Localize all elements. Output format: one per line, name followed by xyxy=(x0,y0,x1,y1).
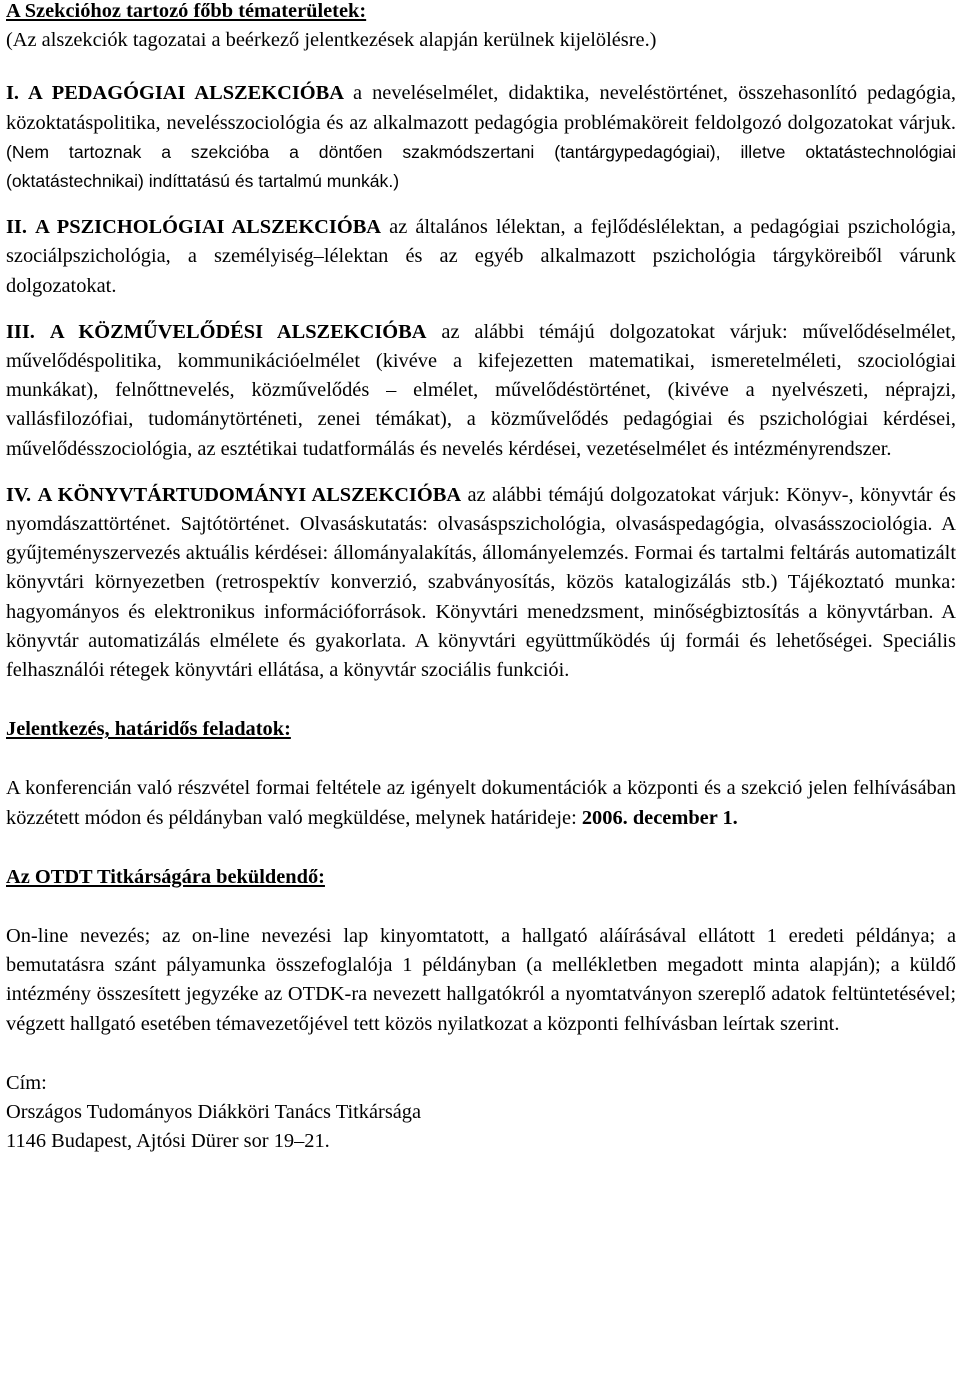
section-name: A KÖNYVTÁRTUDOMÁNYI ALSZEKCIÓBA xyxy=(37,483,462,506)
section-number: IV. xyxy=(6,483,32,506)
section-text: az általános lélektan, a fejlődéslélektan, a pedagógiai pszichológia, szociálpszichológia, a személyiség–lélektan és az egyéb alkalmazott pszichológia tárgyköreiből várunk dolgozatokat. xyxy=(6,216,956,297)
section-text: a neveléselmélet, didaktika, neveléstörténet, összehasonlító pedagógia, közoktatáspolitika, nevelésszociológia és az alkalmazott pedagógia problémaköreit feldolgozó dolgozatokat várjuk. xyxy=(6,82,957,134)
section-text: az alábbi témájú dolgozatokat várjuk: művelődéselmélet, művelődéspolitika, kommunikációelmélet (kivéve a kifejezetten matematikai, ismeretelméleti, szociológiai munkákat), felnőttnevelés, közművelődés – elmélet, művelődéstörténet, (kivéve a nyelvészeti, néprajzi, vallásfilozófiai, tudománytörténeti, zenei témákat), a közművelődés pedagógiai és pszichológiai kérdései, művelődésszociológia, az esztétikai tudatformálás és nevelés kérdései, vezetéselmélet és intézményrendszer. xyxy=(6,320,956,460)
address-street: 1146 Budapest, Ajtósi Dürer sor 19–21. xyxy=(6,1130,330,1153)
section-culture xyxy=(6,318,956,464)
application-deadline: 2006. december 1. xyxy=(581,806,738,829)
address-org: Országos Tudományos Diákköri Tanács Titkársága xyxy=(6,1101,422,1124)
topics-note: (Az alszekciók tagozatai a beérkező jelentkezések alapján kerülnek kijelölésre.) xyxy=(6,29,657,52)
application-text xyxy=(6,774,956,832)
topics-header xyxy=(6,0,956,55)
address-block xyxy=(6,1069,956,1157)
document-page xyxy=(6,0,956,1157)
section-library xyxy=(6,481,956,685)
section-number: II. xyxy=(6,216,27,239)
section-number: I. xyxy=(6,82,20,105)
section-name: A PSZICHOLÓGIAI ALSZEKCIÓBA xyxy=(35,216,382,239)
submission-text: On-line nevezés; az on-line nevezési lap kinyomtatott, a hallgató aláírásával ellátott 1 eredeti példánya; a bemutatásra szánt pályamunka összefoglalója 1 példányban (a mellékletben megadott minta alapján); a küldő intézmény összesített jegyzéke az OTDK-ra nevezett hallgatókról a nyomtatványon szereplő adatok feltüntetésével; végzett hallgató esetében témavezetőjével tett közös nyilatkozat a központi felhívásban leírtak szerint. xyxy=(6,925,956,1035)
section-name: A PEDAGÓGIAI ALSZEKCIÓBA xyxy=(28,82,344,105)
application-heading: Jelentkezés, határidős feladatok: xyxy=(6,718,291,741)
topics-title: A Szekcióhoz tartozó főbb tématerületek: xyxy=(6,0,367,22)
address-label: Cím: xyxy=(6,1071,47,1094)
section-psychology xyxy=(6,213,956,301)
section-text: az alábbi témájú dolgozatokat várjuk: Könyv-, könyvtár és nyomdászattörténet. Sajtótörténet. Olvasáskutatás: olvasáspszichológia, olvasáspedagógia, olvasásszociológia. A gyűjteményszervezés aktuális kérdései: állományalakítás, állományelemzés. Formai és tartalmi feltárás automatizált könyvtári környezetben (retrospektív konverzió, szabványosítás, közös katalogizálás stb.) Tájékoztató munka: hagyományos és elektronikus információforrások. Könyvtári menedzsment, minőségbiztosítás a könyvtárban. A könyvtár automatizálás elmélete és gyakorlata. A könyvtári együttműködés új formái és lehetőségei. Speciális felhasználói rétegek könyvtári ellátása, a könyvtár szociális funkciói. xyxy=(6,483,956,682)
submission-heading: Az OTDT Titkárságára beküldendő: xyxy=(6,865,325,888)
section-pedagogy xyxy=(6,79,956,196)
section-number: III. xyxy=(6,320,35,343)
application-body: A konferencián való részvétel formai feltétele az igényelt dokumentációk a központi és a szekció jelen felhívásában közzétett módon és példányban való megküldése, melynek határideje: xyxy=(6,777,956,829)
section-note: (Nem tartoznak a szekcióba a döntően szakmódszertani (tantárgypedagógiai), illetve oktatástechnológiai (oktatástechnikai) indíttatású és tartalmú munkák.) xyxy=(6,141,956,192)
section-name: A KÖZMŰVELŐDÉSI ALSZEKCIÓBA xyxy=(49,320,427,343)
